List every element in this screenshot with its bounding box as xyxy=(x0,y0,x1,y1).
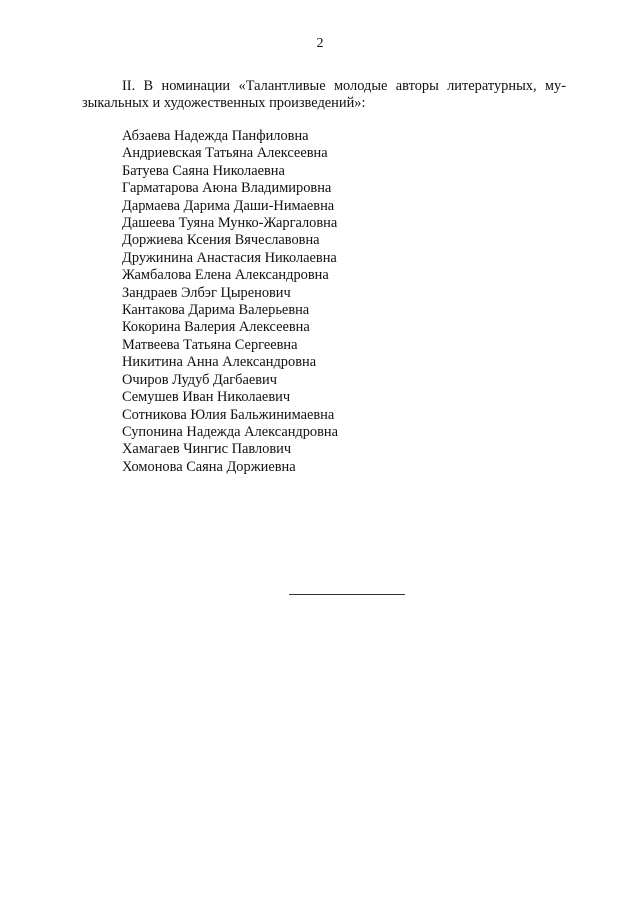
nominee-name: Матвеева Татьяна Сергеевна xyxy=(122,336,298,353)
nominee-name: Дашеева Туяна Мунко-Жаргаловна xyxy=(122,215,338,232)
nominee-name: Хомонова Саяна Доржиевна xyxy=(122,458,296,475)
closing-rule-divider xyxy=(289,594,405,595)
nominee-name: Семушев Иван Николаевич xyxy=(122,389,291,406)
page-number: 2 xyxy=(316,36,324,51)
nominee-name: Андриевская Татьяна Алексеевна xyxy=(122,145,328,162)
nominee-name: Очиров Лудуб Дагбаевич xyxy=(122,371,277,388)
nominee-name: Зандраев Элбэг Цыренович xyxy=(122,284,291,301)
nominee-list xyxy=(122,128,338,476)
nomination-heading-line-1: II. В номинации «Талантливые молодые авторы литературных, му- xyxy=(122,78,566,94)
nominee-name: Кантакова Дарима Валерьевна xyxy=(122,302,310,319)
nominee-name: Сотникова Юлия Бальжинимаевна xyxy=(122,406,335,423)
nomination-heading xyxy=(82,78,566,112)
nominee-name: Кокорина Валерия Алексеевна xyxy=(122,319,310,336)
nominee-name: Гарматарова Аюна Владимировна xyxy=(122,180,332,197)
nominee-name: Дармаева Дарима Даши-Нимаевна xyxy=(122,197,335,214)
nominee-name: Абзаева Надежда Панфиловна xyxy=(122,128,309,144)
nominee-name: Жамбалова Елена Александровна xyxy=(122,267,329,284)
nomination-heading-line-2: зыкальных и художественных произведений»: xyxy=(82,95,366,111)
nominee-name: Никитина Анна Александровна xyxy=(122,354,317,371)
nominee-name: Хамагаев Чингис Павлович xyxy=(122,441,292,458)
nominee-name: Дружинина Анастасия Николаевна xyxy=(122,249,337,266)
nominee-name: Батуева Саяна Николаевна xyxy=(122,162,285,179)
nominee-name: Супонина Надежда Александровна xyxy=(122,423,338,440)
nominee-name: Доржиева Ксения Вячеславовна xyxy=(122,232,320,249)
